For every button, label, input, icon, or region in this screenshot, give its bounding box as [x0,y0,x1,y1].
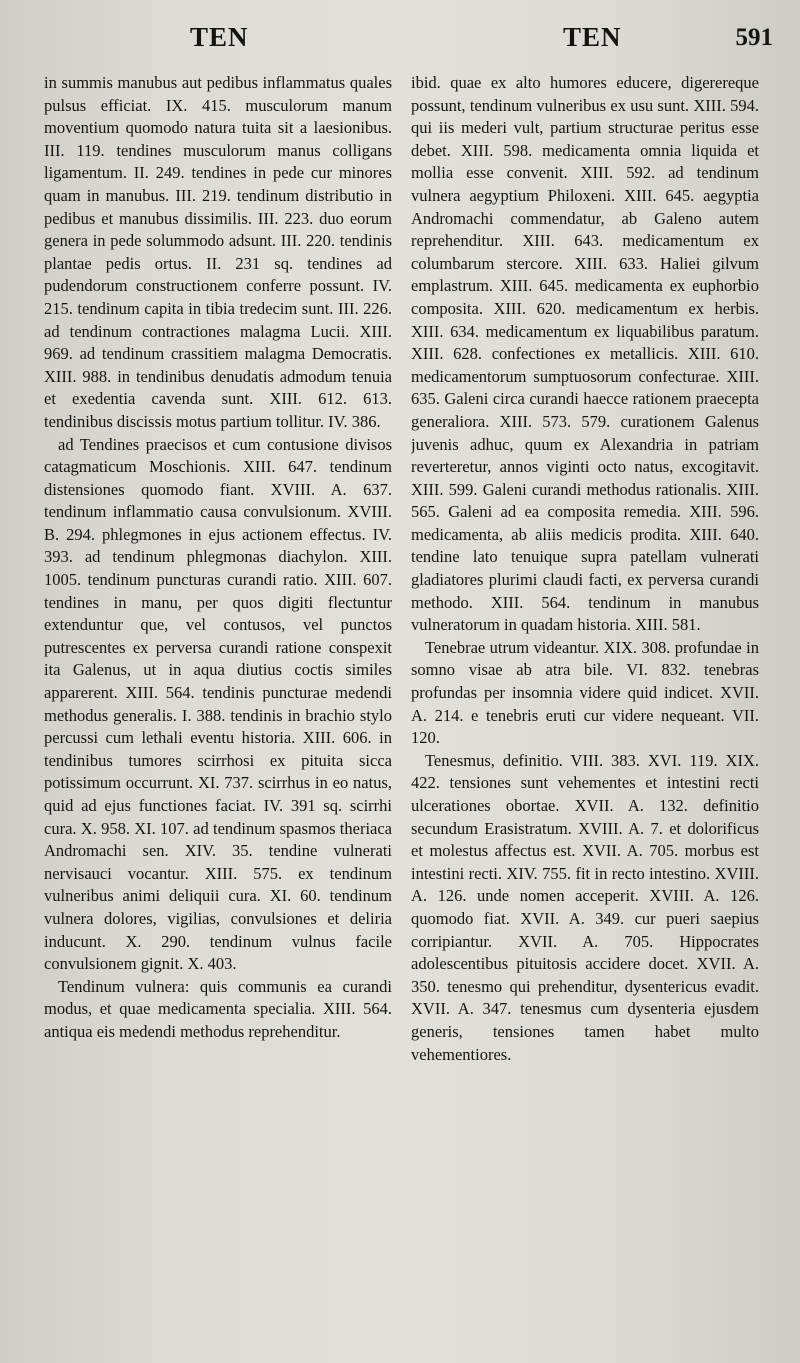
entry-paragraph: Tenesmus, definitio. VIII. 383. XVI. 119. XIX. 422. tensiones sunt vehementes et intestini recti ulcerationes obortae. XVII. A. 132. definitio secundum Erasistratum. XVIII. A. 7. et dolorificus et molestus affectus est. XVII. A. 705. morbus est intestini recti. XIV. 755. fit in recto intestino. XVIII. A. 126. unde nomen acceperit. XVIII. A. 126. quomodo fiat. XVII. A. 349. cur pueri saepius corripiantur. XVII. A. 705. Hippocrates adolescentibus pituitosis accidere docet. XVII. A. 350. tenesmo qui prehenditur, dysentericus evadit. XVII. A. 347. tenesmus cum dysenteria ejusdem generis, tensiones tamen habet multo vehementiores. [411,750,759,1064]
running-headword-right: TEN [563,22,622,52]
entry-paragraph: Tendinum vulnera: quis communis ea curandi modus, et quae medicamenta specialia. XIII. 564. antiqua eis medendi methodus reprehenditur. [44,976,392,1041]
right-column [411,72,759,1342]
entry-paragraph: ad Tendines praecisos et cum contusione divisos catagmaticum Moschionis. XIII. 647. tendinum distensiones quomodo fiant. XVIII. A. 637. tendinum inflammatio causa convulsionum. XVIII. B. 294. phlegmones in ejus actionem effectus. IV. 393. ad tendinum phlegmonas diachylon. XIII. 1005. tendinum puncturas curandi ratio. XIII. 607. tendines in manu, per quos digiti flectuntur extenduntur que, vel contusos, vel punctos putrescentes ex perversa curandi ratione conspexit ita Galenus, ut in aqua diutius coctis similes apparerent. XIII. 564. tendinis puncturae medendi methodus generalis. I. 388. tendinis in brachio stylo percussi cum lethali eventu historia. XIII. 606. in tendinibus tumores scirrhosi ex pituita sicca potissimum occurrunt. XI. 737. scirrhus in eo natus, quid ad ejus functiones faciat. IV. 391 sq. scirrhi cura. X. 958. XI. 107. ad tendinum spasmos theriaca Andromachi sen. XIV. 35. tendine vulnerati nervisauci vocantur. XIII. 575. ex tendinum vulneribus animi deliquii cura. XI. 60. tendinum vulnera dolores, vigilias, convulsiones et deliria inducunt. X. 290. tendinum vulnus facile convulsionem gignit. X. 403. [44,434,392,974]
entry-paragraph: ibid. quae ex alto humores educere, digerereque possunt, tendinum vulneribus ex usu sunt. XIII. 594. qui iis mederi vult, partium structurae peritus esse debet. XIII. 598. medicamenta omnia liquida et mollia esse convenit. XIII. 592. ad tendinum vulnera aegyptium Philoxeni. XIII. 645. aegyptia Andromachi commendatur, ab Galeno autem reprehenditur. XIII. 643. medicamentum ex columbarum stercore. XIII. 633. Haliei gilvum emplastrum. XIII. 645. medicamenta ex euphorbio composita. XIII. 620. medicamentum ex herbis. XIII. 634. medicamentum ex liquabilibus paratum. XIII. 628. confectiones ex metallicis. XIII. 610. medicamentorum sumptuosorum confecturae. XIII. 635. Galeni circa curandi haecce rationem praecepta generaliora. XIII. 573. 579. curationem Galenus juvenis adhuc, quum ex Alexandria in patriam reverteretur, annos viginti octo natus, excogitavit. XIII. 599. Galeni curandi methodus rationalis. XIII. 565. Galeni ad ea composita remedia. XIII. 596. medicamenta, ab aliis medicis prodita. XIII. 640. tendine lato tenuique supra patellam vulnerati gladiatores plurimi claudi facti, ex perversa curandi methodo. XIII. 564. tendinum in manubus vulneratorum in quadam historia. XIII. 581. [411,73,759,635]
page-header [0,22,800,62]
entry-paragraph: Tenebrae utrum videantur. XIX. 308. profundae in somno visae ab atra bile. VI. 832. tenebras profundas per insomnia videre quid indicet. XVII. A. 214. e tenebris eruti cur videre nequeant. VII. 120. [411,637,759,748]
running-headword-left: TEN [190,22,249,52]
entry-paragraph: in summis manubus aut pedibus inflammatus quales pulsus efficiat. IX. 415. musculorum manum moventium quomodo natura tuita sit a laesionibus. III. 119. tendines musculorum manus colligans ligamentum. II. 249. tendines in pede cur minores quam in manubus. III. 219. tendinum distributio in pedibus et manubus dissimilis. III. 223. duo eorum genera in pede solummodo adsunt. III. 220. tendinis plantae pedis ortus. II. 231 sq. tendines ad pudendorum constructionem conferre possunt. IV. 215. tendinum capita in tibia tredecim sunt. III. 226. ad tendinum contractiones malagma Lucii. XIII. 969. ad tendinum crassitiem malagma Democratis. XIII. 988. in tendinibus denudatis admodum tenuia et exedentia cavenda sunt. XIII. 612. 613. tendinibus discissis motus partium tollitur. IV. 386. [44,73,392,431]
page-number: 591 [735,24,773,51]
left-column [44,72,392,1342]
